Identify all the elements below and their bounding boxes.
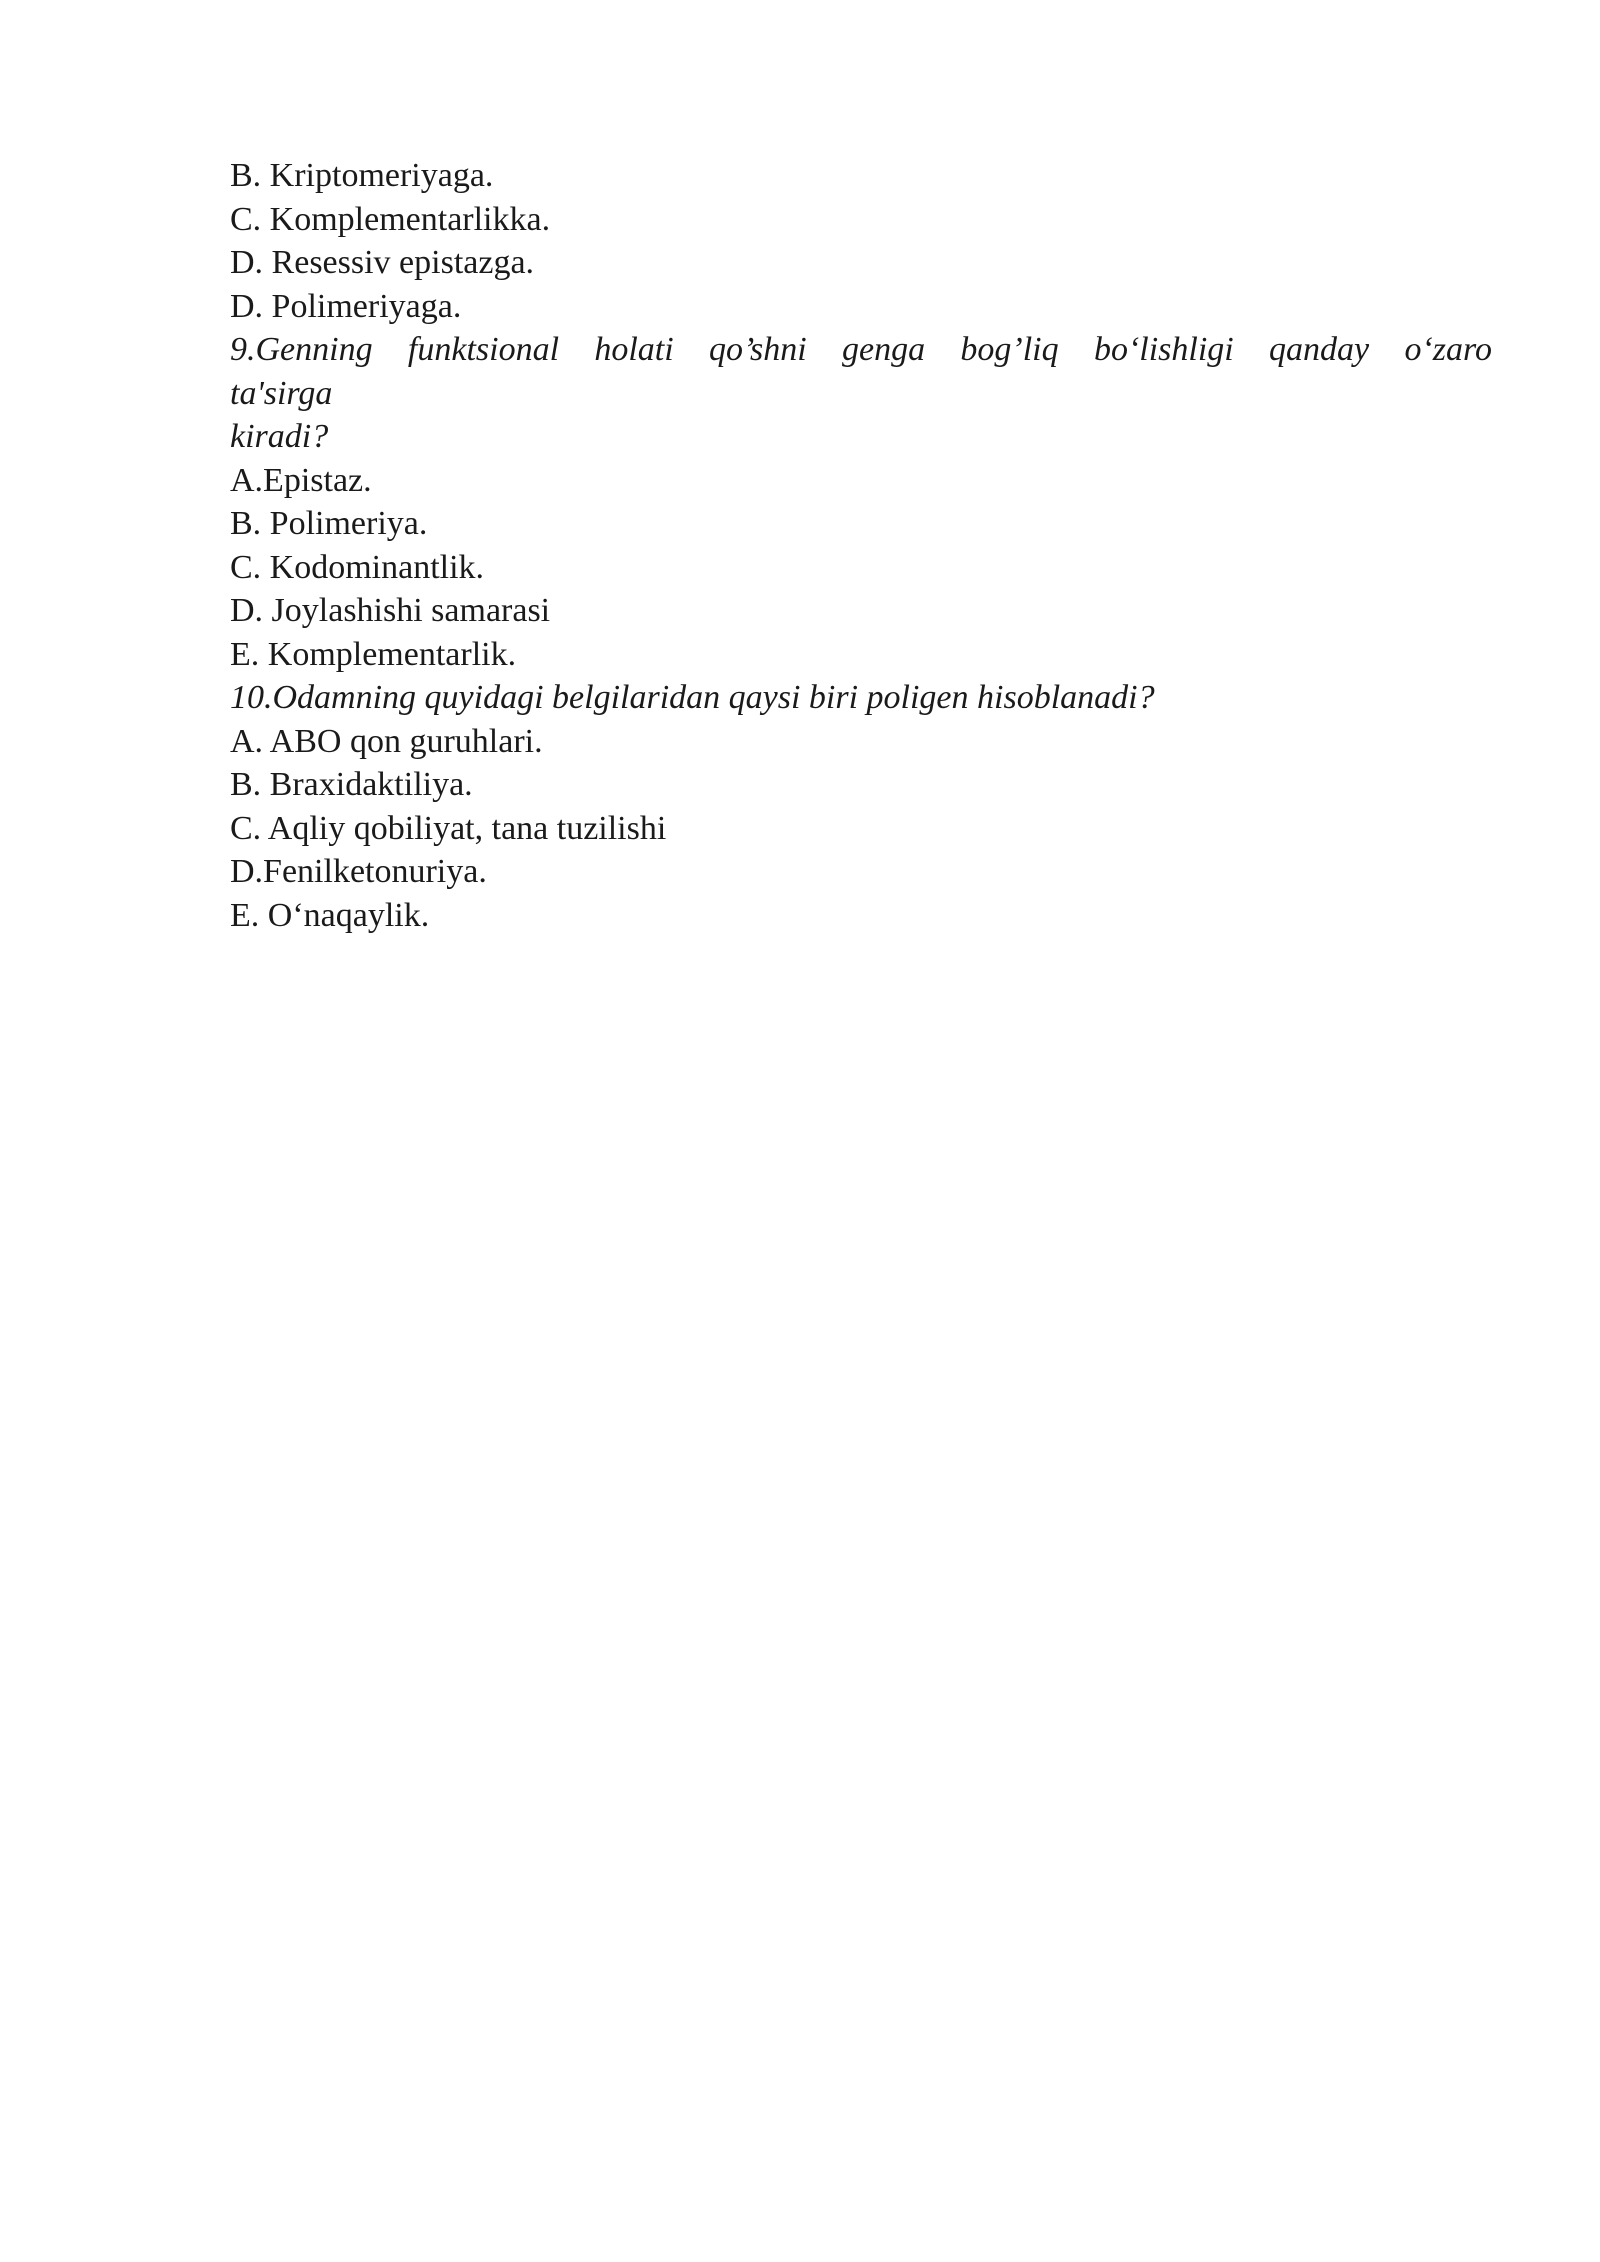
question-10 (230, 676, 1492, 937)
question-9-option-a: A.Epistaz. (230, 461, 372, 499)
question-9-text-line-3: kiradi? (230, 418, 329, 455)
option-d: D. Resessiv epistazga. (230, 244, 535, 281)
question-10-text: 10.Odamning quyidagi belgilaridan qaysi biri poligen hisoblanadi? (230, 679, 1155, 716)
question-10-option-e: E. O‘naqaylik. (230, 896, 430, 934)
option-c: C. Komplementarlikka. (230, 200, 551, 238)
option-d-second: D. Polimeriyaga. (230, 287, 462, 325)
question-10-option-b: B. Braxidaktiliya. (230, 766, 473, 803)
question-10-option-d: D.Fenilketonuriya. (230, 853, 487, 890)
option-b: B. Kriptomeriyaga. (230, 157, 494, 194)
question-9-option-d: D. Joylashishi samarasi (230, 592, 551, 629)
question-9-text-line-1: 9.Genning funktsional holati qo’shni genga bog’liq bo‘lishligi qanday o‘zaro (230, 331, 1492, 368)
question-9-option-c: C. Kodominantlik. (230, 548, 485, 586)
document-body (230, 154, 1492, 937)
question-10-option-a: A. ABO qon guruhlari. (230, 722, 543, 760)
question-9-option-e: E. Komplementarlik. (230, 635, 517, 673)
question-9-text-line-2: ta'sirga (230, 374, 333, 412)
question-9-option-b: B. Polimeriya. (230, 505, 428, 542)
question-9 (230, 328, 1492, 676)
question-10-option-c: C. Aqliy qobiliyat, tana tuzilishi (230, 809, 667, 847)
question-8-options (230, 154, 1492, 328)
